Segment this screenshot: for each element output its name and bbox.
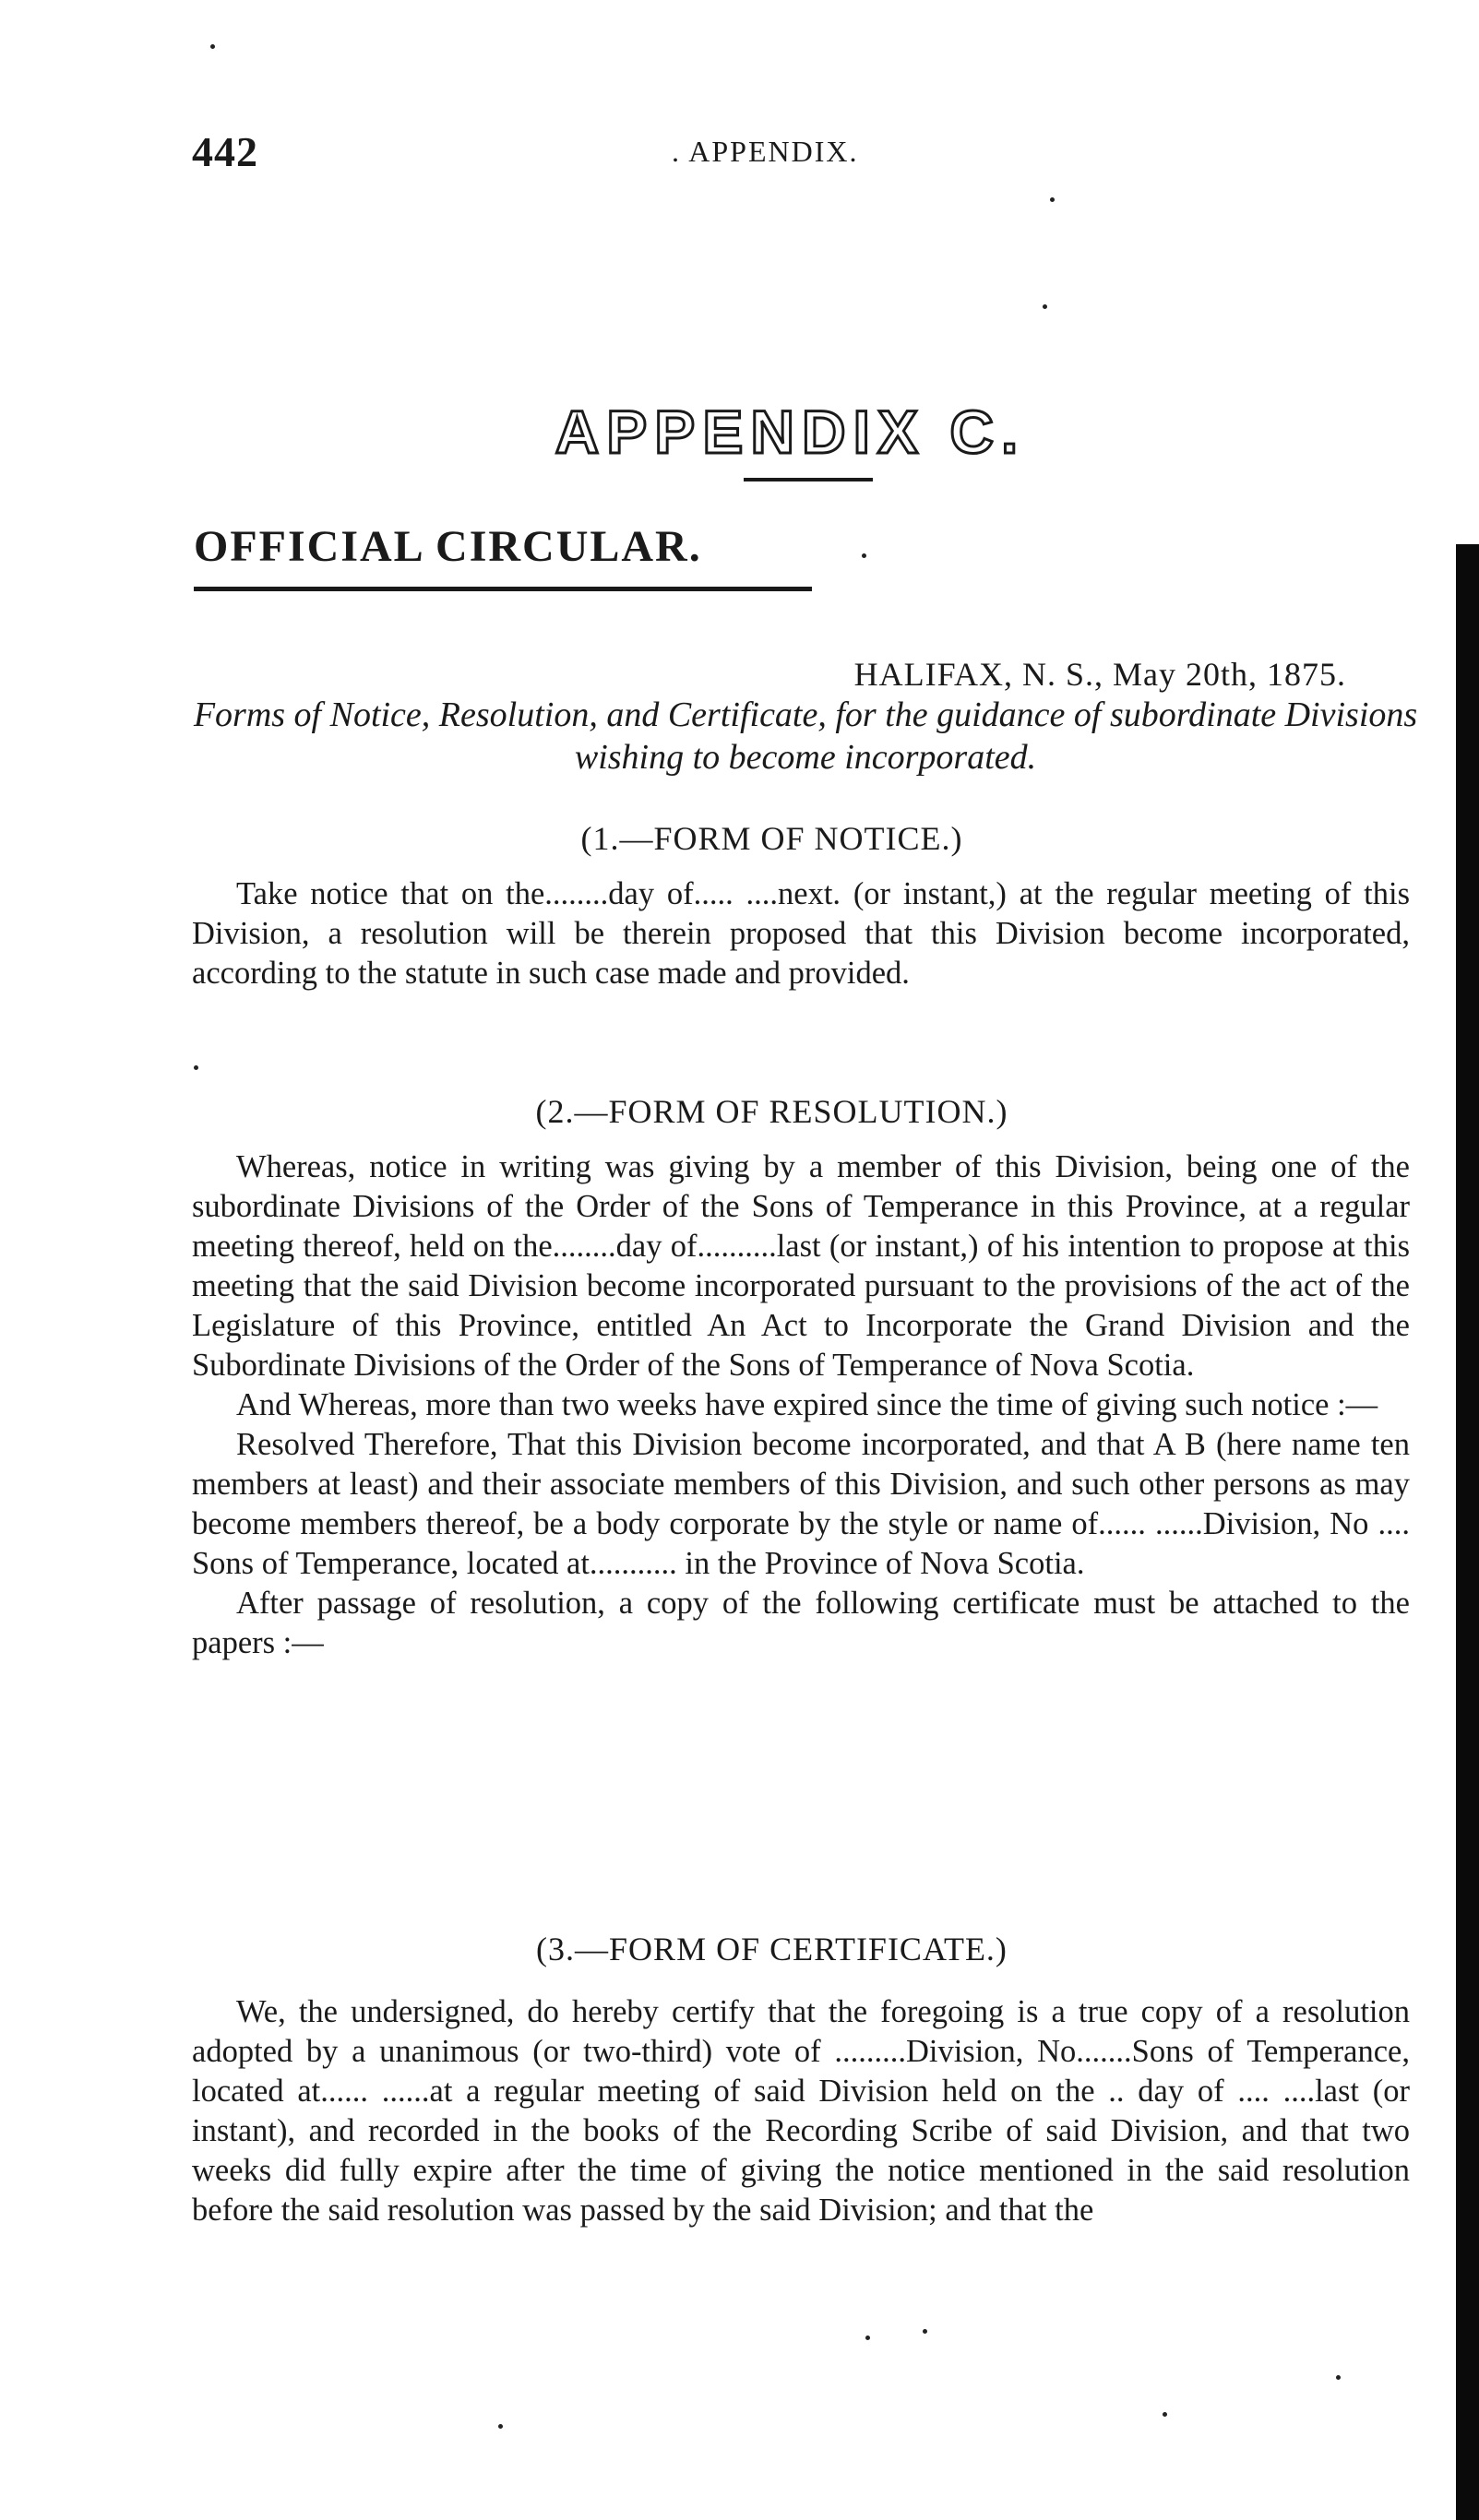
form-certificate-heading: (3.—FORM OF CERTIFICATE.): [536, 1931, 1008, 1967]
resolution-and-whereas-paragraph: And Whereas, more than two weeks have expired since the time of giving such notice :—: [236, 1387, 1378, 1422]
form-resolution-heading: (2.—FORM OF RESOLUTION.): [535, 1093, 1008, 1130]
appendix-title: APPENDIX C.: [555, 398, 1026, 466]
circular-heading-rule: [194, 587, 812, 591]
dateline: HALIFAX, N. S., May 20th, 1875.: [853, 656, 1346, 693]
page-header: [192, 127, 1391, 183]
running-head: . APPENDIX.: [672, 135, 859, 168]
resolution-whereas-paragraph: Whereas, notice in writing was giving by a member of this Division, being one of the subordinate Divisions of the Order of the Sons of Temperance in this Province, at a regular meeting thereof, held on the........day of..........last (or instant,) of his intention to propose at this meeting that the said Division become incorporated pursuant to the provisions of the act of the Legislature of this Province, entitled An Act to Incorporate the Grand Division and the Subordinate Divisions of the Order of the Sons of Temperance of Nova Scotia.: [192, 1149, 1410, 1383]
form-notice-paragraph: Take notice that on the........day of..... ....next. (or instant,) at the regular meeting of this Division, a resolution will be therein proposed that this Division become incorporated, according to the statute in such case made and provided.: [192, 876, 1410, 991]
form-notice-heading: (1.—FORM OF NOTICE.): [580, 820, 963, 857]
page-number: 442: [192, 128, 258, 175]
form-resolution-body: [192, 1147, 1410, 1663]
form-notice-body: [192, 874, 1410, 993]
certificate-paragraph: We, the undersigned, do hereby certify that the foregoing is a true copy of a resolution adopted by a unanimous (or two-third) vote of .........Division, No.......Sons of Temperance, located at...... ......at a regular meeting of said Division held on the .. day of .... ....last (or instant), and recorded in the books of the Recording Scribe of said Division, and that two weeks did fully expire after the time of giving the notice mentioned in the said resolution before the said resolution was passed by the said Division; and that the: [192, 1994, 1410, 2228]
resolution-after-passage-paragraph: After passage of resolution, a copy of the following certificate must be attached to the papers :—: [192, 1586, 1410, 1660]
circular-heading: OFFICIAL CIRCULAR.: [194, 522, 702, 571]
form-certificate-body: [192, 1992, 1410, 2230]
resolution-resolved-paragraph: Resolved Therefore, That this Division become incorporated, and that A B (here name ten members at least) and their associate members of this Division, and such other persons as may become members thereof, be a body corporate by the style or name of...... ......Division, No .... Sons of Temperance, located at........... in the Province of Nova Scotia.: [192, 1427, 1410, 1581]
circular-subtitle: Forms of Notice, Resolution, and Certificate, for the guidance of subordinate Divisions wishing to become incorporated.: [193, 695, 1418, 777]
title-rule: [744, 478, 873, 481]
